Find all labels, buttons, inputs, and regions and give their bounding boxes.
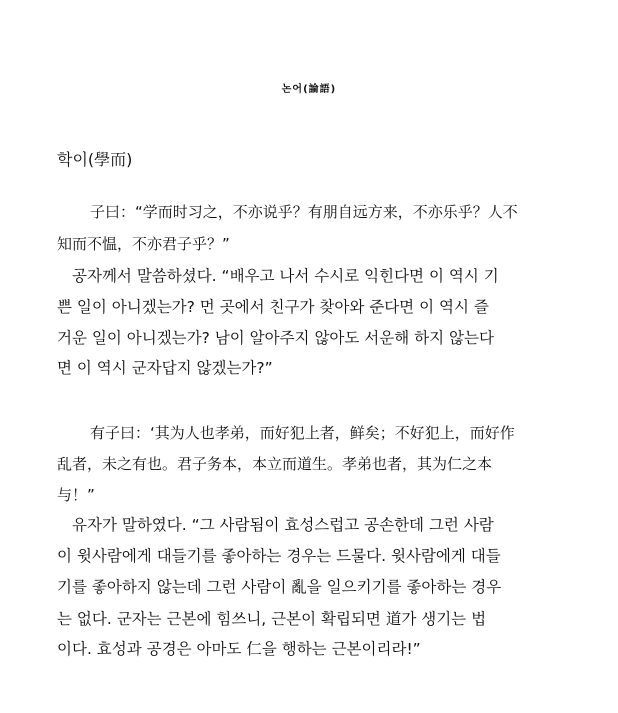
passage-1-translation-line-3: 거운 일이 아니겠는가? 남이 알아주지 않아도 서운해 하지 않는다 xyxy=(57,329,494,347)
passage-2-translation-line-1: 유자가 말하였다. “그 사람됨이 효성스럽고 공손한데 그런 사람 xyxy=(72,516,494,534)
passage-2-original-line-3: 与！” xyxy=(57,486,95,504)
passage-2-translation-line-5: 이다. 효성과 공경은 아마도 仁을 행하는 근본이리라!” xyxy=(57,640,421,658)
passage-1-translation-line-2: 쁜 일이 아니겠는가? 먼 곳에서 친구가 찾아와 준다면 이 역시 즐 xyxy=(57,298,489,316)
passage-2-translation-line-2: 이 윗사람에게 대들기를 좋아하는 경우는 드물다. 윗사람에게 대들 xyxy=(57,547,501,565)
passage-1-translation-line-1: 공자께서 말씀하셨다. “배우고 나서 수시로 익힌다면 이 역시 기 xyxy=(72,267,499,285)
passage-1-original-line-1: 子曰：“学而时习之，不亦说乎？有朋自远方来，不亦乐乎？人不 xyxy=(90,203,518,221)
passage-1-original-line-2: 知而不愠，不亦君子乎？” xyxy=(57,235,230,253)
passage-2-original-line-2: 乱者，未之有也。君子务本，本立而道生。孝弟也者，其为仁之本 xyxy=(57,455,493,473)
passage-2-translation-line-4: 는 없다. 군자는 근본에 힘쓰니, 근본이 확립되면 道가 생기는 법 xyxy=(57,610,487,628)
passage-1-translation-line-4: 면 이 역시 군자답지 않겠는가?” xyxy=(57,359,273,377)
section-heading: 학이(學而) xyxy=(57,150,133,169)
passage-2-original-line-1: 有子曰：‘其为人也孝弟，而好犯上者，鲜矣；不好犯上，而好作 xyxy=(90,424,515,442)
document-title: 논어(論語) xyxy=(281,84,337,95)
passage-2-translation-line-3: 기를 좋아하지 않는데 그런 사람이 亂을 일으키기를 좋아하는 경우 xyxy=(57,578,502,596)
